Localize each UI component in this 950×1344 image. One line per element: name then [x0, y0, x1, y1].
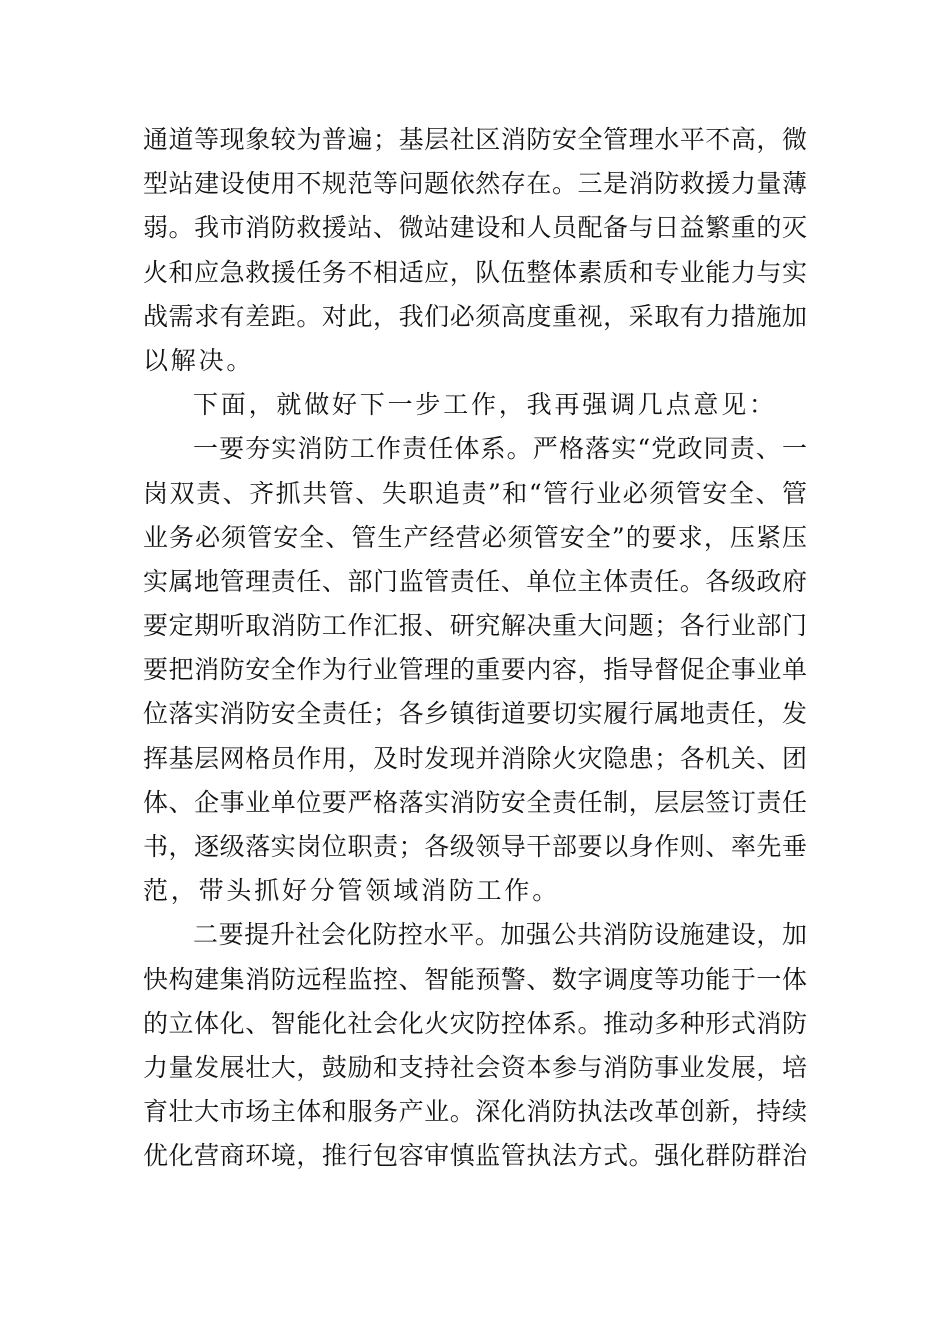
text-line: 的立体化、智能化社会化火灾防控体系。推动多种形式消防	[143, 1008, 807, 1038]
paragraph-2	[143, 383, 807, 427]
text-line: 一要夯实消防工作责任体系。严格落实“党政同责、一	[193, 434, 807, 464]
text-line: 岗双责、齐抓共管、失职追责”和“管行业必须管安全、管	[143, 478, 807, 508]
text-line: 力量发展壮大，鼓励和支持社会资本参与消防事业发展，培	[143, 1052, 807, 1082]
text-line: 下面，就做好下一步工作，我再强调几点意见：	[193, 390, 777, 420]
text-line: 要把消防安全作为行业管理的重要内容，指导督促企事业单	[143, 655, 807, 685]
text-line: 优化营商环境，推行包容审慎监管执法方式。强化群防群治	[143, 1141, 807, 1171]
text-line: 育壮大市场主体和服务产业。深化消防执法改革创新，持续	[143, 1097, 807, 1127]
text-line: 要定期听取消防工作汇报、研究解决重大问题；各行业部门	[143, 611, 807, 641]
text-line: 型站建设使用不规范等问题依然存在。三是消防救援力量薄	[143, 169, 807, 199]
text-line: 战需求有差距。对此，我们必须高度重视，采取有力措施加	[143, 301, 807, 331]
text-line: 快构建集消防远程监控、智能预警、数字调度等功能于一体	[143, 964, 807, 994]
paragraph-3	[143, 427, 807, 913]
text-line: 位落实消防安全责任；各乡镇街道要切实履行属地责任，发	[143, 699, 807, 729]
paragraph-1	[143, 118, 807, 383]
text-line: 二要提升社会化防控水平。加强公共消防设施建设，加	[193, 920, 807, 950]
text-line: 范，带头抓好分管领域消防工作。	[143, 876, 561, 906]
text-line: 实属地管理责任、部门监管责任、单位主体责任。各级政府	[143, 566, 807, 596]
paragraph-4	[143, 913, 807, 1178]
text-line: 业务必须管安全、管生产经营必须管安全”的要求，压紧压	[143, 522, 807, 552]
text-line: 火和应急救援任务不相适应，队伍整体素质和专业能力与实	[143, 257, 807, 287]
text-line: 体、企事业单位要严格落实消防安全责任制，层层签订责任	[143, 787, 807, 817]
text-line: 通道等现象较为普遍；基层社区消防安全管理水平不高，微	[143, 125, 807, 154]
body-text	[143, 118, 807, 1179]
text-line: 书，逐级落实岗位职责；各级领导干部要以身作则、率先垂	[143, 832, 807, 861]
text-line: 挥基层网格员作用，及时发现并消除火灾隐患；各机关、团	[143, 743, 807, 773]
text-line: 弱。我市消防救援站、微站建设和人员配备与日益繁重的灭	[143, 213, 807, 243]
text-line: 以解决。	[143, 345, 255, 375]
